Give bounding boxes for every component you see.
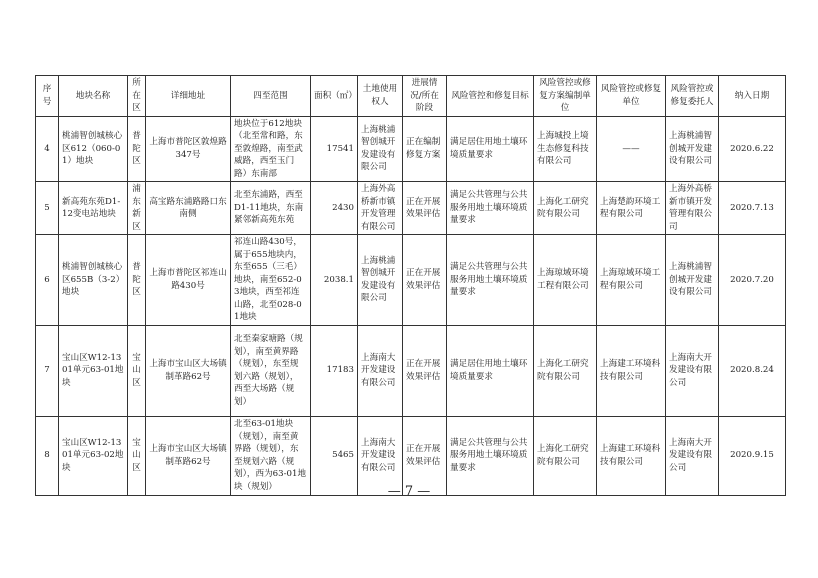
table-cell: 8 xyxy=(36,416,59,495)
table-cell: 普陀区 xyxy=(128,235,146,326)
table-cell: 普陀区 xyxy=(128,116,146,182)
page-number: — 7 — xyxy=(387,484,431,499)
table-cell: 上海南大开发建设有限公司 xyxy=(358,325,403,416)
table-cell: 上海琼域环境工程有限公司 xyxy=(597,235,666,326)
header-cell: 风险管控或修复委托人 xyxy=(666,76,719,117)
header-cell: 进展情况/所在阶段 xyxy=(403,76,447,117)
table-cell: 2020.8.24 xyxy=(719,325,786,416)
table-cell: 宝山区W12-1301单元63-02地块 xyxy=(59,416,128,495)
table-cell: 正在开展效果评估 xyxy=(403,182,447,235)
table-cell: —— xyxy=(597,116,666,182)
header-cell: 风险管控或修复单位 xyxy=(597,76,666,117)
table-cell: 2020.6.22 xyxy=(719,116,786,182)
table-row xyxy=(36,116,786,182)
table-cell: 高宝路东浦路路口东南侧 xyxy=(146,182,231,235)
header-cell: 土地使用权人 xyxy=(358,76,403,117)
table-cell: 上海琼域环境工程有限公司 xyxy=(534,235,597,326)
header-cell: 所在区 xyxy=(128,76,146,117)
site-table xyxy=(35,75,786,496)
header-row xyxy=(36,76,786,117)
header-cell: 地块名称 xyxy=(59,76,128,117)
table-row xyxy=(36,235,786,326)
table-cell: 北至63-01地块（规划），南至黄界路（规划），东至规划六路（规划），西为63-01地块（规划） xyxy=(231,416,311,495)
table-cell: 上海化工研究院有限公司 xyxy=(534,182,597,235)
table-cell: 17183 xyxy=(311,325,358,416)
table-cell: 上海南大开发建设有限公司 xyxy=(666,416,719,495)
table-cell: 上海城投上境生态修复科技有限公司 xyxy=(534,116,597,182)
table-cell: 浦东新区 xyxy=(128,182,146,235)
table-row xyxy=(36,182,786,235)
table-cell: 满足公共管理与公共服务用地土壤环境质量要求 xyxy=(447,182,534,235)
table-cell: 正在编制修复方案 xyxy=(403,116,447,182)
table-cell: 上海市普陀区敦煌路347号 xyxy=(146,116,231,182)
table-cell: 上海桃浦智创城开发建设有限公司 xyxy=(358,235,403,326)
table-cell: 2430 xyxy=(311,182,358,235)
header-cell: 详细地址 xyxy=(146,76,231,117)
table-cell: 地块位于612地块（北至常和路，东至敦煌路，南至武威路，西至玉门路）东南部 xyxy=(231,116,311,182)
table-cell: 上海建工环境科技有限公司 xyxy=(597,416,666,495)
table-cell: 满足居住用地土壤环境质量要求 xyxy=(447,116,534,182)
table-cell: 2020.7.20 xyxy=(719,235,786,326)
table-cell: 宝山区W12-1301单元63-01地块 xyxy=(59,325,128,416)
header-cell: 风险管控和修复目标 xyxy=(447,76,534,117)
table-cell: 上海市宝山区大场镇制革路62号 xyxy=(146,325,231,416)
table-cell: 上海桃浦智创城开发建设有限公司 xyxy=(666,235,719,326)
table-cell: 4 xyxy=(36,116,59,182)
table-cell: 上海市普陀区祁连山路430号 xyxy=(146,235,231,326)
table-cell: 北至秦家塘路（规划），南至黄界路（规划），东至规划六路（规划），西至大场路（规划） xyxy=(231,325,311,416)
header-cell: 四至范围 xyxy=(231,76,311,117)
table-cell: 17541 xyxy=(311,116,358,182)
header-cell: 面积（㎡） xyxy=(311,76,358,117)
table-cell: 宝山区 xyxy=(128,325,146,416)
table-cell: 2020.7.13 xyxy=(719,182,786,235)
table-cell: 正在开展效果评估 xyxy=(403,416,447,495)
table-cell: 5 xyxy=(36,182,59,235)
table-cell: 祁连山路430号，属于655地块内，东至655（三毛）地块，南至652-03地块，西至祁连山路，北至028-01地块 xyxy=(231,235,311,326)
table-cell: 正在开展效果评估 xyxy=(403,235,447,326)
table-cell: 满足公共管理与公共服务用地土壤环境质量要求 xyxy=(447,416,534,495)
table-cell: 上海南大开发建设有限公司 xyxy=(666,325,719,416)
table-cell: 2038.1 xyxy=(311,235,358,326)
table-cell: 上海化工研究院有限公司 xyxy=(534,416,597,495)
table-cell: 上海建工环境科技有限公司 xyxy=(597,325,666,416)
table-cell: 北至东浦路，西至D1-11地块，东南紧邻新高苑东苑 xyxy=(231,182,311,235)
table-cell: 满足居住用地土壤环境质量要求 xyxy=(447,325,534,416)
header-cell: 风险管控或修复方案编制单位 xyxy=(534,76,597,117)
table-cell: 上海南大开发建设有限公司 xyxy=(358,416,403,495)
table-cell: 上海外高桥新市镇开发管理有限公司 xyxy=(358,182,403,235)
table-cell: 桃浦智创城核心区612（060-01）地块 xyxy=(59,116,128,182)
table-cell: 6 xyxy=(36,235,59,326)
table-cell: 7 xyxy=(36,325,59,416)
table-cell: 桃浦智创城核心区655B（3-2）地块 xyxy=(59,235,128,326)
table-row xyxy=(36,325,786,416)
table-cell: 宝山区 xyxy=(128,416,146,495)
table-cell: 满足公共管理与公共服务用地土壤环境质量要求 xyxy=(447,235,534,326)
table-cell: 上海楚韵环境工程有限公司 xyxy=(597,182,666,235)
header-cell: 序号 xyxy=(36,76,59,117)
table-cell: 上海桃浦智创城开发建设有限公司 xyxy=(358,116,403,182)
table-cell: 上海市宝山区大场镇制革路62号 xyxy=(146,416,231,495)
table-cell: 5465 xyxy=(311,416,358,495)
header-cell: 纳入日期 xyxy=(719,76,786,117)
table-cell: 上海化工研究院有限公司 xyxy=(534,325,597,416)
table-cell: 上海外高桥新市镇开发管理有限公司 xyxy=(666,182,719,235)
table-cell: 上海桃浦智创城开发建设有限公司 xyxy=(666,116,719,182)
table-cell: 2020.9.15 xyxy=(719,416,786,495)
table-cell: 正在开展效果评估 xyxy=(403,325,447,416)
table-cell: 新高苑东苑D1-12变电站地块 xyxy=(59,182,128,235)
